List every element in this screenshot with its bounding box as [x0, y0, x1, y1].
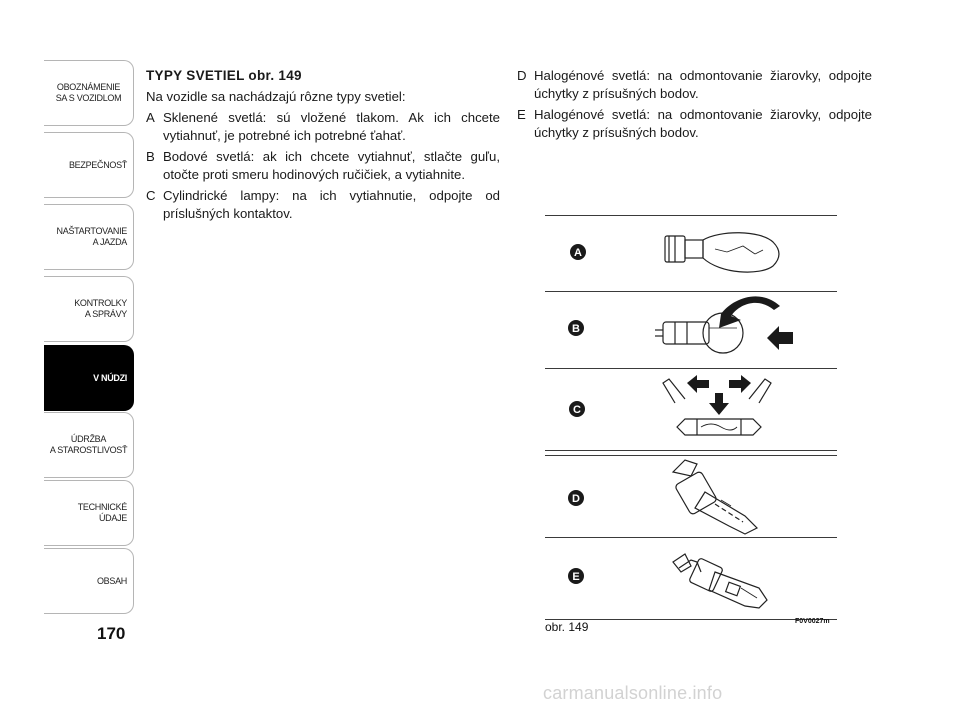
push-arrow-icon — [767, 326, 793, 350]
badge-letter: E — [572, 571, 580, 583]
panel-badge — [568, 568, 584, 584]
item-text: Halogénové svetlá: na odmontovanie žiarovky, odpojte úchytky z prísušných bodov. — [534, 107, 872, 140]
bulb-types-figure — [545, 215, 837, 620]
item-text: Bodové svetlá: ak ich chcete vytiahnuť, stlačte guľu, otočte proti smeru hodinových ručičiek, a vytiahnite. — [163, 149, 500, 182]
list-item — [146, 109, 500, 145]
panel-badge — [568, 490, 584, 506]
item-letter: B — [146, 149, 155, 164]
badge-letter: D — [572, 493, 580, 505]
panel-badge — [569, 401, 585, 417]
intro-paragraph: Na vozidle sa nachádzajú rôzne typy svetiel: — [146, 89, 406, 104]
release-arrows-icon — [687, 375, 751, 415]
badge-letter: B — [572, 323, 580, 335]
tab-kontrolky[interactable]: KONTROLKY A SPRÁVY — [44, 276, 134, 342]
figure-panel-e — [545, 537, 837, 620]
figure-caption: obr. 149 — [545, 620, 589, 634]
list-item — [517, 106, 872, 142]
figure-panel-a — [545, 215, 837, 298]
list-item — [517, 67, 872, 103]
left-column — [146, 67, 500, 226]
tab-technicke-udaje[interactable]: TECHNICKÉ ÚDAJE — [44, 480, 134, 546]
item-letter: E — [517, 107, 526, 122]
item-text: Halogénové svetlá: na odmontovanie žiarovky, odpojte úchytky z prísušných bodov. — [534, 68, 872, 101]
halogen-h4-bulb-icon — [673, 460, 757, 534]
list-item — [146, 187, 500, 223]
figure-panel-c — [545, 368, 837, 451]
item-text: Sklenené svetlá: sú vložené tlakom. Ak ich chcete vytiahnuť, je potrebné ich potrebné ťahať. — [163, 110, 500, 143]
item-letter: A — [146, 110, 155, 125]
badge-letter: C — [573, 404, 581, 416]
section-heading: TYPY SVETIEL obr. 149 — [146, 68, 302, 83]
figure-code: F0V0027m — [795, 618, 830, 625]
tab-v-nudzi[interactable]: V NÚDZI — [44, 345, 134, 411]
list-item — [146, 148, 500, 184]
item-letter: D — [517, 68, 527, 83]
item-text: Cylindrické lampy: na ich vytiahnutie, odpojte od príslušných kontaktov. — [163, 188, 500, 221]
badge-letter: A — [574, 247, 582, 259]
halogen-h1-bulb-icon — [673, 554, 767, 608]
right-column — [517, 67, 872, 145]
figure-panel-b — [545, 291, 837, 374]
tab-udrzba[interactable]: ÚDRŽBA A STAROSTLIVOSŤ — [44, 412, 134, 478]
page-number: 170 — [97, 624, 126, 643]
tab-obsah[interactable]: OBSAH — [44, 548, 134, 614]
watermark: carmanualsonline.info — [543, 683, 723, 703]
figure-panel-d — [545, 455, 837, 538]
panel-badge — [570, 244, 586, 260]
tab-oboznamenie[interactable]: OBOZNÁMENIE SA S VOZIDLOM — [44, 60, 134, 126]
panel-badge — [568, 320, 584, 336]
tab-nastartovanie[interactable]: NAŠTARTOVANIE A JAZDA — [44, 204, 134, 270]
tab-bezpecnost[interactable]: BEZPEČNOSŤ — [44, 132, 134, 198]
rotate-arrow-icon — [719, 296, 780, 328]
item-letter: C — [146, 188, 156, 203]
wedge-bulb-icon — [665, 233, 779, 272]
